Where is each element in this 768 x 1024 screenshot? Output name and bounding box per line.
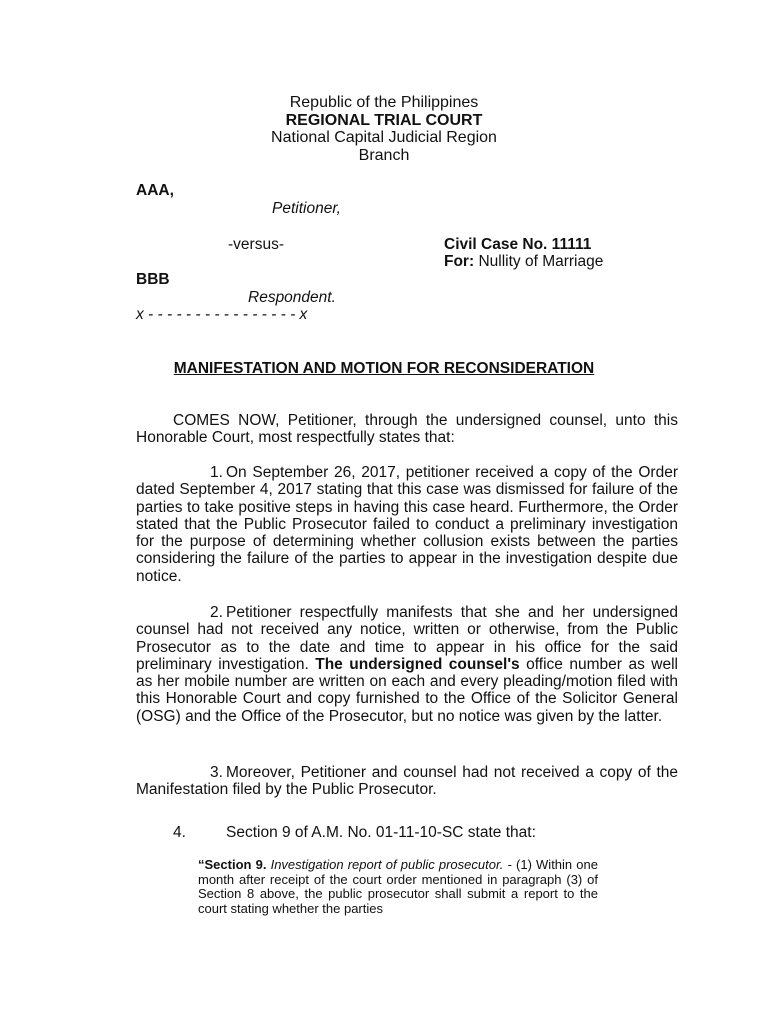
for-label: For: — [444, 253, 475, 270]
paragraph-text: Section 9 of A.M. No. 01-11-10-SC state that: — [226, 824, 536, 841]
petitioner-name: AAA, — [136, 182, 174, 199]
paragraph-number: 3. — [210, 764, 223, 781]
respondent-name: BBB — [136, 271, 170, 288]
header-court: REGIONAL TRIAL COURT — [285, 111, 483, 129]
caption-separator: x - - - - - - - - - - - - - - - - x — [136, 306, 308, 323]
petitioner-role: Petitioner, — [272, 200, 341, 217]
versus-label: -versus- — [228, 236, 284, 253]
paragraph-number: 2. — [210, 604, 223, 621]
respondent-role: Respondent. — [248, 289, 336, 306]
quoted-section — [198, 858, 598, 916]
quote-section-label: “Section 9. — [198, 857, 267, 872]
for-value: Nullity of Marriage — [478, 253, 604, 270]
paragraph-3 — [136, 764, 678, 799]
paragraph-number: 4. — [173, 824, 186, 841]
header-republic: Republic of the Philippines — [289, 94, 479, 111]
paragraph-text: On September 26, 2017, petitioner received a copy of the Order dated September 4, 2017 stating that this case was dismissed for failure of the parties to take positive steps in having this case heard. Furthermore, the Order stated that the Public Prosecutor failed to conduct a preliminary investigation for the purpose of determining whether collusion exists between the parties considering the failure of the parties to appear in the investigation despite due notice. — [136, 464, 678, 585]
header-branch: Branch — [358, 146, 410, 164]
case-nature — [444, 253, 603, 270]
header-region: National Capital Judicial Region — [271, 129, 497, 146]
paragraph-text-after: office number as well as her mobile number are written on each and every pleading/motion filed with this Honorable Court and copy furnished to the Office of the Solicitor General (OSG) and the Office of the Prosecutor, but no notice was given by the latter. — [136, 655, 679, 725]
paragraph-4 — [173, 824, 536, 842]
case-number: Civil Case No. 11111 — [444, 236, 592, 253]
paragraph-bold-text: The undersigned counsel's — [315, 655, 520, 673]
quote-section-title: Investigation report of public prosecutor. — [270, 857, 504, 872]
paragraph-1 — [136, 464, 678, 585]
quote-text: - (1) Within one month after receipt of the court order mentioned in paragraph (3) of Section 8 above, the public prosecutor shall submit a report to the court stating whether the parties — [198, 857, 598, 916]
court-header — [0, 94, 768, 164]
paragraph-text: Petitioner respectfully manifests that she and her undersigned counsel had not received any notice, written or otherwise, from the Public Prosecutor as to the date and time to appear in his office for the said preliminary investigation. — [136, 604, 678, 673]
paragraph-number: 1. — [210, 464, 223, 481]
intro-paragraph: COMES NOW, Petitioner, through the undersigned counsel, unto this Honorable Court, most respectfully states that: — [136, 412, 678, 447]
document-title: MANIFESTATION AND MOTION FOR RECONSIDERATION — [173, 360, 595, 377]
paragraph-text: Moreover, Petitioner and counsel had not received a copy of the Manifestation filed by the Public Prosecutor. — [136, 764, 678, 799]
paragraph-2 — [136, 604, 678, 725]
